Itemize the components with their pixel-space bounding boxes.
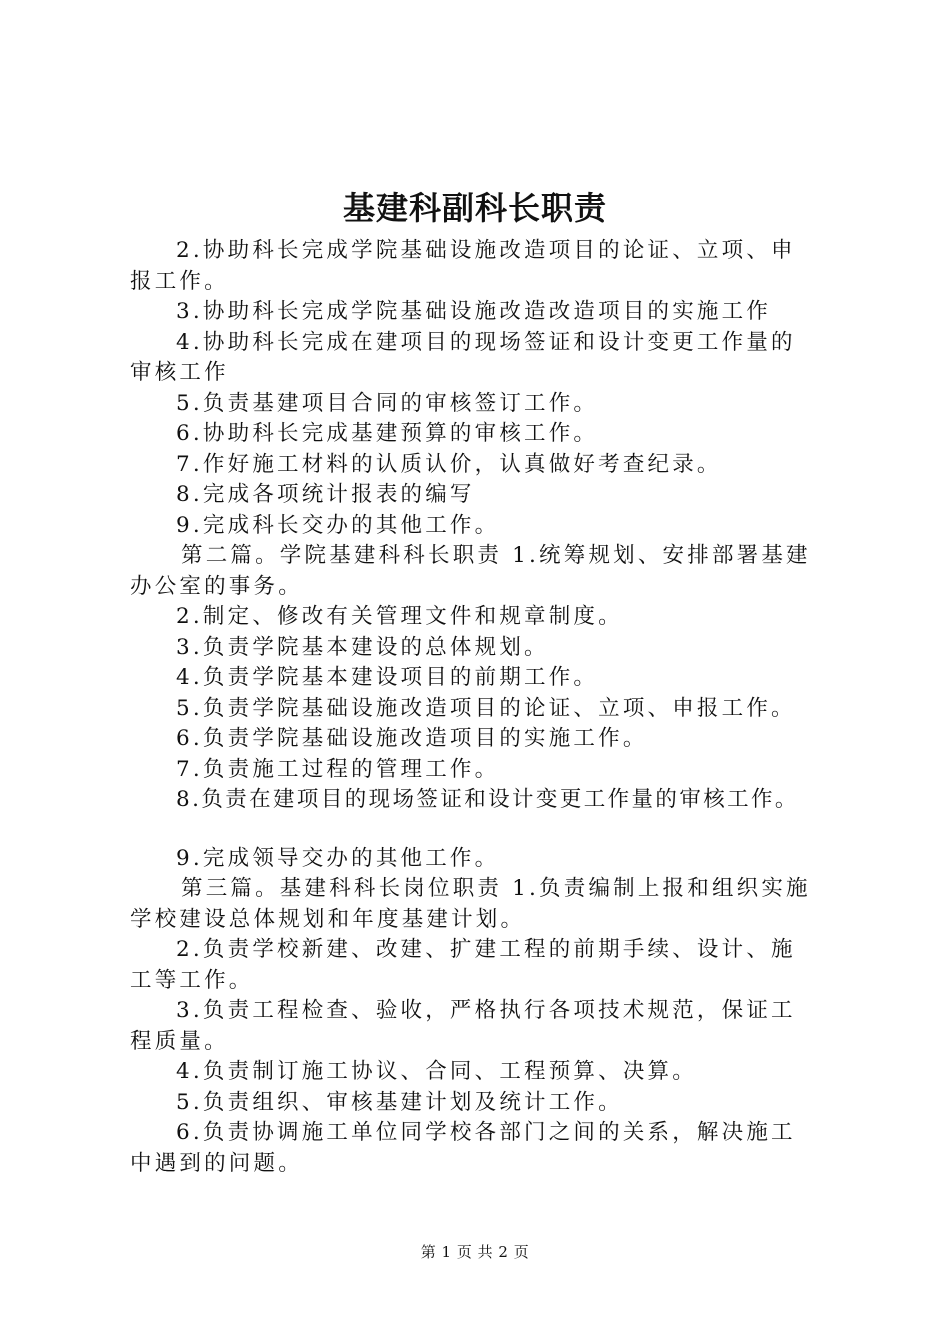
paragraph-line: 9.完成科长交办的其他工作。 [176, 512, 500, 538]
paragraph-line: 6.负责协调施工单位同学校各部门之间的关系，解决施工 [176, 1120, 796, 1145]
paragraph-line: 2.制定、修改有关管理文件和规章制度。 [176, 604, 623, 629]
paragraph-line: 审核工作 [130, 360, 229, 385]
paragraph-line: 3.负责工程检查、验收，严格执行各项技术规范，保证工 [176, 998, 796, 1023]
section-heading-line: 第三篇。基建科科长岗位职责 1.负责编制上报和组织实施 [181, 876, 811, 901]
paragraph-line: 9.完成领导交办的其他工作。 [176, 845, 500, 871]
paragraph-line: 报工作。 [130, 268, 229, 294]
paragraph-line: 学校建设总体规划和年度基建计划。 [130, 906, 526, 932]
paragraph-line: 7.负责施工过程的管理工作。 [176, 756, 500, 782]
paragraph-line: 6.协助科长完成基建预算的审核工作。 [176, 421, 599, 446]
paragraph-line: 5.负责学院基础设施改造项目的论证、立项、申报工作。 [176, 695, 796, 721]
paragraph-line: 3.负责学院基本建设的总体规划。 [176, 634, 549, 660]
paragraph-line: 程质量。 [130, 1028, 229, 1054]
document-body [130, 236, 832, 1179]
paragraph-line: 4.负责制订施工协议、合同、工程预算、决算。 [176, 1059, 697, 1084]
page-footer: 第 1 页 共 2 页 [420, 1243, 530, 1261]
paragraph-line: 6.负责学院基础设施改造项目的实施工作。 [176, 726, 648, 751]
paragraph-line: 5.负责组织、审核基建计划及统计工作。 [176, 1089, 623, 1115]
paragraph-line: 办公室的事务。 [130, 573, 303, 599]
paragraph-line: 2.协助科长完成学院基础设施改造项目的论证、立项、申 [176, 238, 796, 263]
paragraph-line: 2.负责学校新建、改建、扩建工程的前期手续、设计、施 [176, 937, 796, 962]
paragraph-line: 3.协助科长完成学院基础设施改造改造项目的实施工作 [176, 299, 772, 324]
paragraph-line: 8.完成各项统计报表的编写 [176, 482, 475, 507]
paragraph-line: 7.作好施工材料的认质认价，认真做好考查纪录。 [176, 451, 722, 477]
paragraph-line: 5.负责基建项目合同的审核签订工作。 [176, 390, 599, 416]
paragraph-line: 4.负责学院基本建设项目的前期工作。 [176, 665, 599, 690]
document-title: 基建科副科长职责 [342, 189, 607, 227]
paragraph-line: 工等工作。 [130, 967, 254, 993]
paragraph-line: 8.负责在建项目的现场签证和设计变更工作量的审核工作。 [176, 787, 799, 812]
blank-line [130, 816, 832, 844]
section-heading-line: 第二篇。学院基建科科长职责 1.统筹规划、安排部署基建 [181, 543, 811, 568]
paragraph-line: 中遇到的问题。 [130, 1150, 303, 1176]
paragraph-line: 4.协助科长完成在建项目的现场签证和设计变更工作量的 [176, 329, 796, 355]
